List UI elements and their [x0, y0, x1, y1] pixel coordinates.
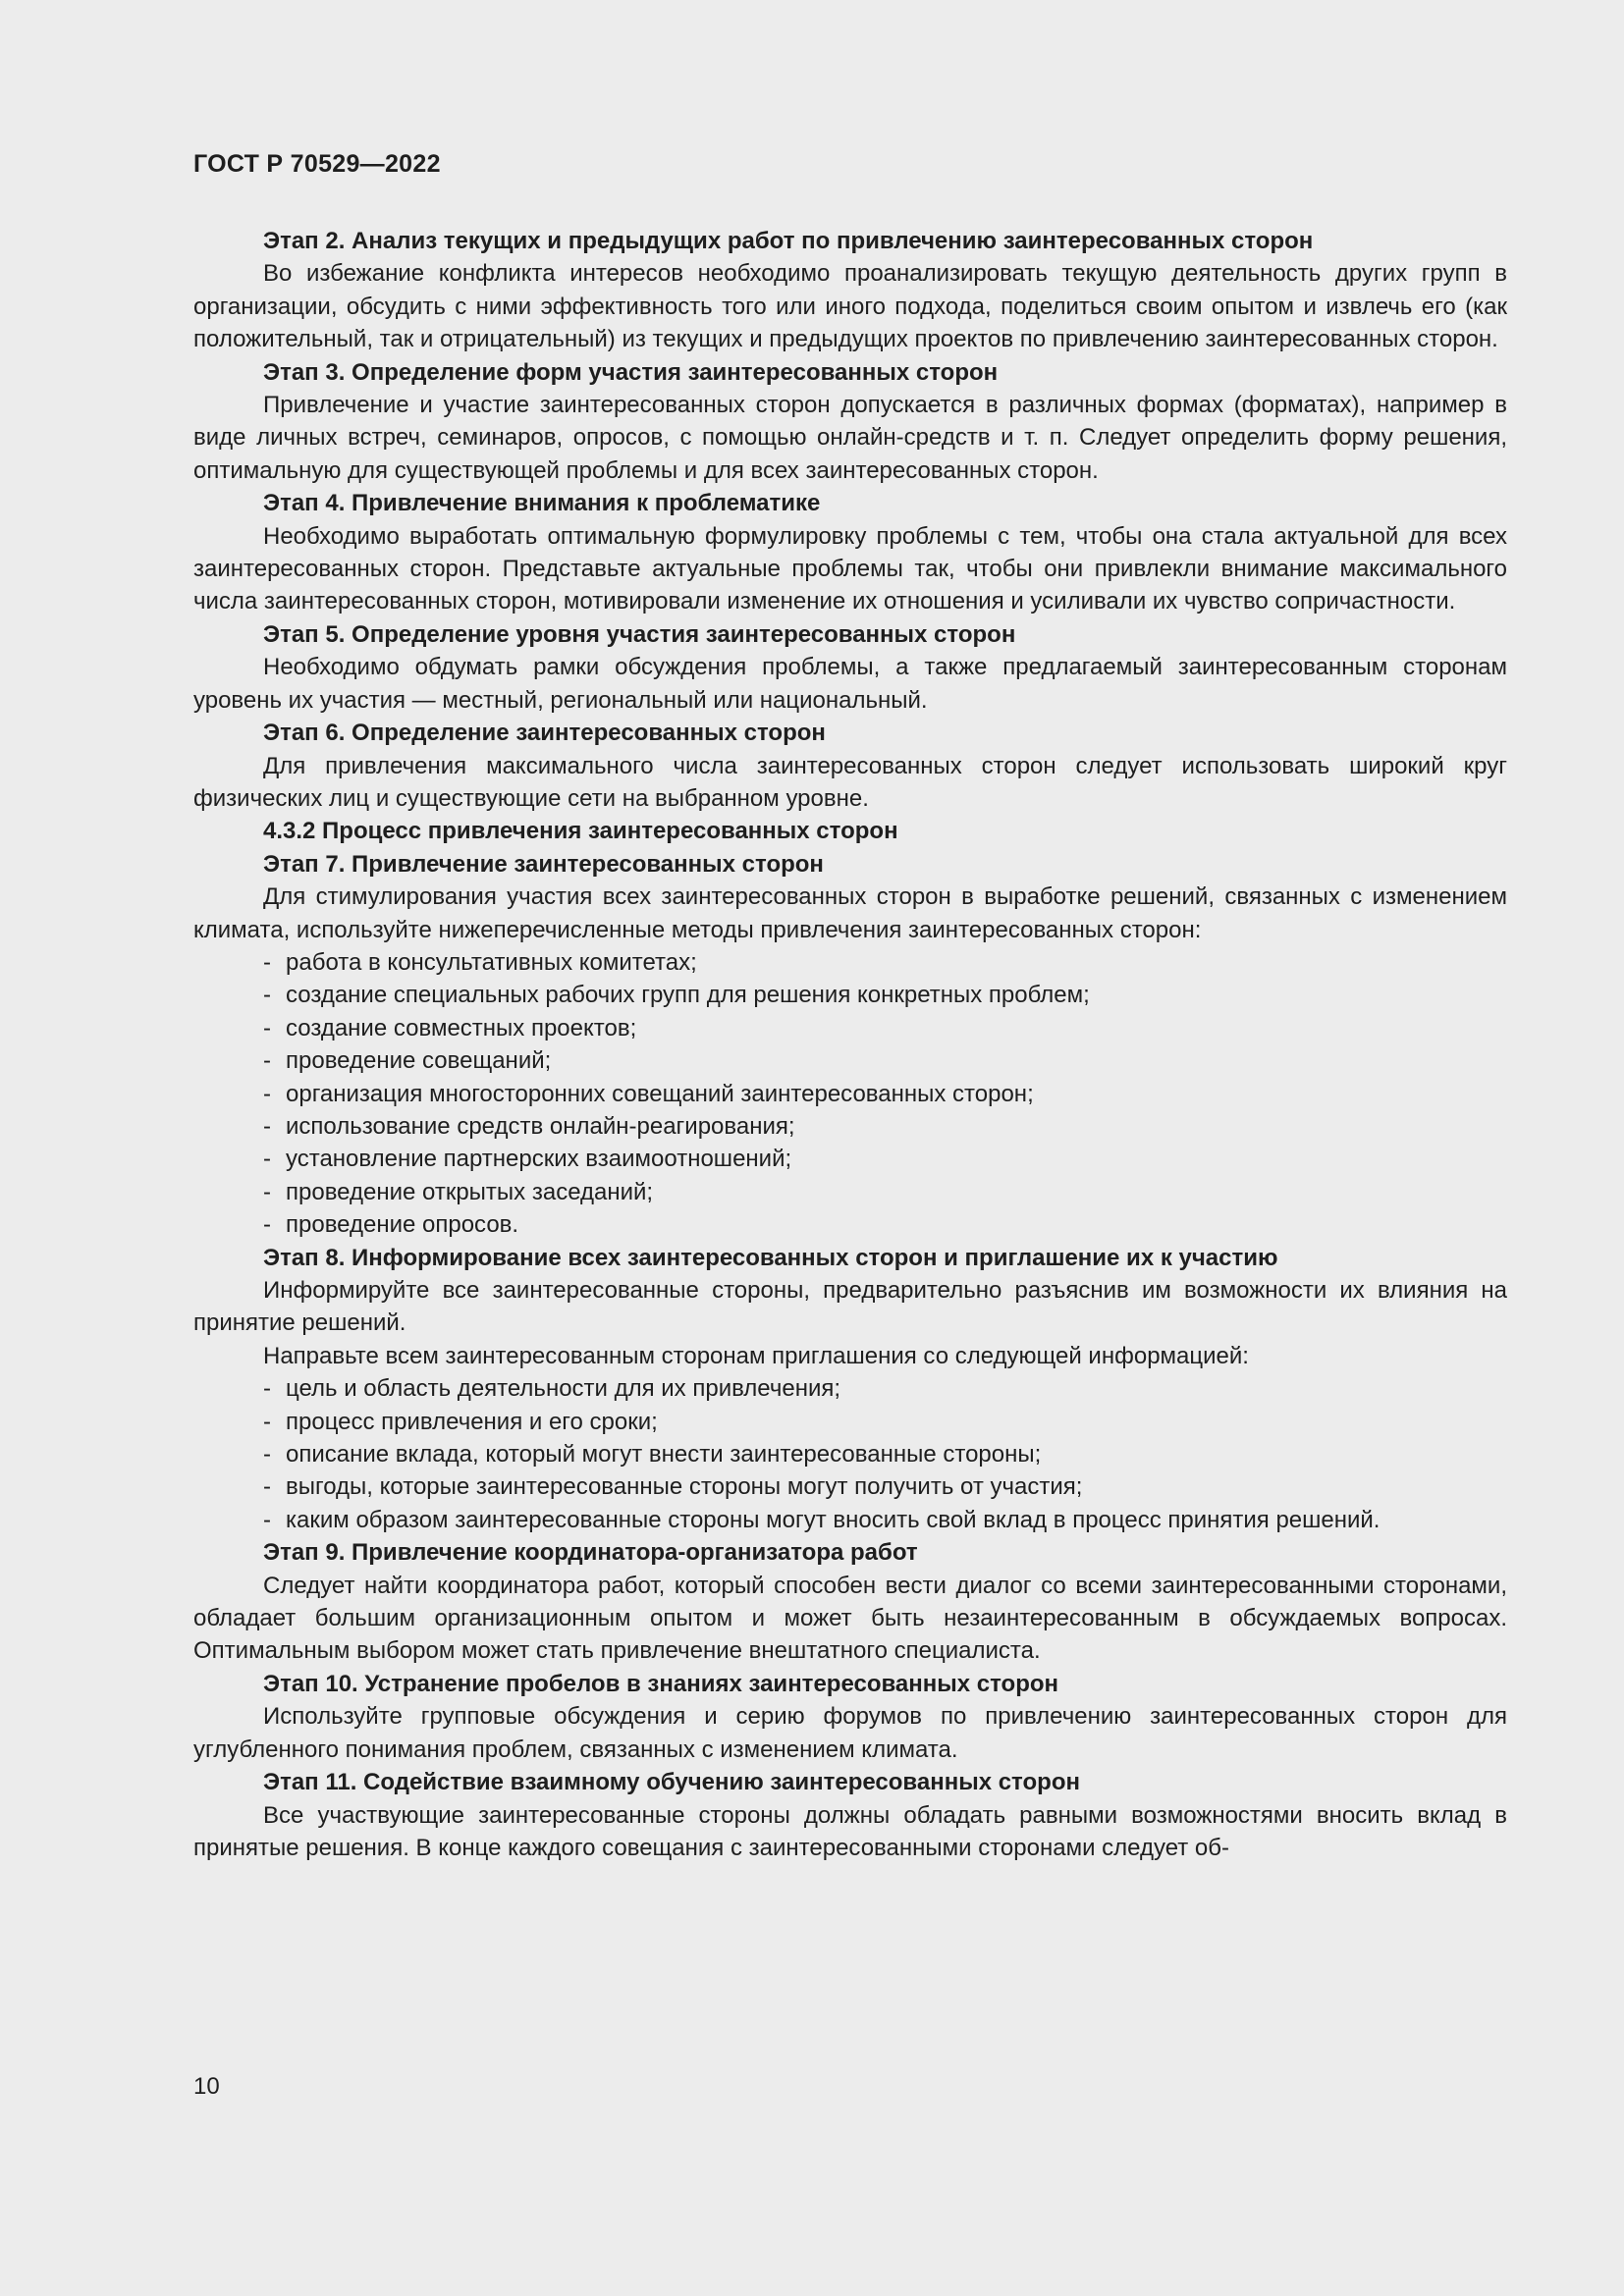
stage-11-paragraph: Все участвующие заинтересованные стороны должны обладать равными возможностями вносить вклад в принятые решения. В конце каждого совещания с заинтересованными сторонами следует об-	[193, 1801, 1507, 1861]
list-item: - проведение открытых заседаний;	[193, 1176, 1507, 1208]
stage-3-paragraph: Привлечение и участие заинтересованных сторон допускается в различных формах (форматах), например в виде личных встреч, семинаров, опросов, с помощью онлайн-средств и т. п. Следует определить форму решения, оптимальную для существующей проблемы и для всех заинтересованных сторон.	[193, 392, 1507, 484]
page-number: 10	[193, 2073, 220, 2100]
list-item: - проведение совещаний;	[193, 1044, 1507, 1077]
stage-6-paragraph: Для привлечения максимального числа заинтересованных сторон следует использовать широкий круг физических лиц и существующие сети на выбранном уровне.	[193, 752, 1507, 812]
stage-10-paragraph: Используйте групповые обсуждения и серию форумов по привлечению заинтересованных сторон для углубленного понимания проблем, связанных с изменением климата.	[193, 1703, 1507, 1763]
list-item: - проведение опросов.	[193, 1208, 1507, 1241]
list-item: - организация многосторонних совещаний заинтересованных сторон;	[193, 1078, 1507, 1110]
list-item: - создание специальных рабочих групп для решения конкретных проблем;	[193, 979, 1507, 1011]
stage-6-heading: Этап 6. Определение заинтересованных сторон	[263, 720, 826, 747]
list-item: - создание совместных проектов;	[193, 1012, 1507, 1044]
stage-3-heading: Этап 3. Определение форм участия заинтересованных сторон	[263, 358, 999, 386]
section-4-3-2-heading: 4.3.2 Процесс привлечения заинтересованных сторон	[263, 818, 898, 845]
list-item: - каким образом заинтересованные стороны могут вносить свой вклад в процесс принятия решений.	[193, 1504, 1507, 1536]
list-item: - описание вклада, который могут внести заинтересованные стороны;	[193, 1438, 1507, 1470]
stage-10-heading: Этап 10. Устранение пробелов в знаниях заинтересованных сторон	[263, 1670, 1059, 1697]
stage-8-heading: Этап 8. Информирование всех заинтересованных сторон и приглашение их к участию	[263, 1244, 1278, 1271]
list-item: - процесс привлечения и его сроки;	[193, 1406, 1507, 1438]
stage-2-paragraph: Во избежание конфликта интересов необходимо проанализировать текущую деятельность других групп в организации, обсудить с ними эффективность того или иного подхода, поделиться своим опытом и извлечь его (как положительный, так и отрицательный) из текущих и предыдущих проектов по привлечению заинтересованных сторон.	[193, 260, 1507, 353]
stage-5-paragraph: Необходимо обдумать рамки обсуждения проблемы, а также предлагаемый заинтересованным сторонам уровень их участия — местный, региональный или национальный.	[193, 654, 1507, 714]
stage-9-heading: Этап 9. Привлечение координатора-организатора работ	[263, 1539, 918, 1567]
stage-8-paragraph-2: Направьте всем заинтересованным сторонам приглашения со следующей информацией:	[263, 1342, 1249, 1369]
stage-7-methods-list	[193, 946, 1507, 1242]
list-item: - использование средств онлайн-реагирования;	[193, 1110, 1507, 1143]
document-body	[193, 225, 1507, 1864]
stage-5-heading: Этап 5. Определение уровня участия заинтересованных сторон	[263, 620, 1016, 648]
stage-7-paragraph: Для стимулирования участия всех заинтересованных сторон в выработке решений, связанных с изменением климата, используйте нижеперечисленные методы привлечения заинтересованных сторон:	[193, 883, 1507, 943]
stage-11-heading: Этап 11. Содействие взаимному обучению заинтересованных сторон	[263, 1769, 1080, 1796]
list-item: - работа в консультативных комитетах;	[193, 946, 1507, 979]
stage-4-heading: Этап 4. Привлечение внимания к проблематике	[263, 490, 821, 517]
list-item: - цель и область деятельности для их привлечения;	[193, 1372, 1507, 1405]
standard-designation: ГОСТ Р 70529—2022	[193, 150, 441, 178]
stage-8-invitation-list	[193, 1372, 1507, 1536]
stage-9-paragraph: Следует найти координатора работ, который способен вести диалог со всеми заинтересованными сторонами, обладает большим организационным опытом и может быть незаинтересованным в обсуждаемых вопросах. Оптимальным выбором может стать привлечение внештатного специалиста.	[193, 1572, 1507, 1665]
list-item: - установление партнерских взаимоотношений;	[193, 1143, 1507, 1175]
list-item: - выгоды, которые заинтересованные стороны могут получить от участия;	[193, 1470, 1507, 1503]
stage-8-paragraph-1: Информируйте все заинтересованные стороны, предварительно разъяснив им возможности их влияния на принятие решений.	[193, 1277, 1507, 1337]
stage-7-heading: Этап 7. Привлечение заинтересованных сторон	[263, 850, 824, 878]
stage-4-paragraph: Необходимо выработать оптимальную формулировку проблемы с тем, чтобы она стала актуальной для всех заинтересованных сторон. Представьте актуальные проблемы так, чтобы они привлекли внимание максимального числа заинтересованных сторон, мотивировали изменение их отношения и усиливали их чувство сопричастности.	[193, 522, 1507, 615]
stage-2-heading: Этап 2. Анализ текущих и предыдущих работ по привлечению заинтересованных сторон	[263, 228, 1314, 254]
